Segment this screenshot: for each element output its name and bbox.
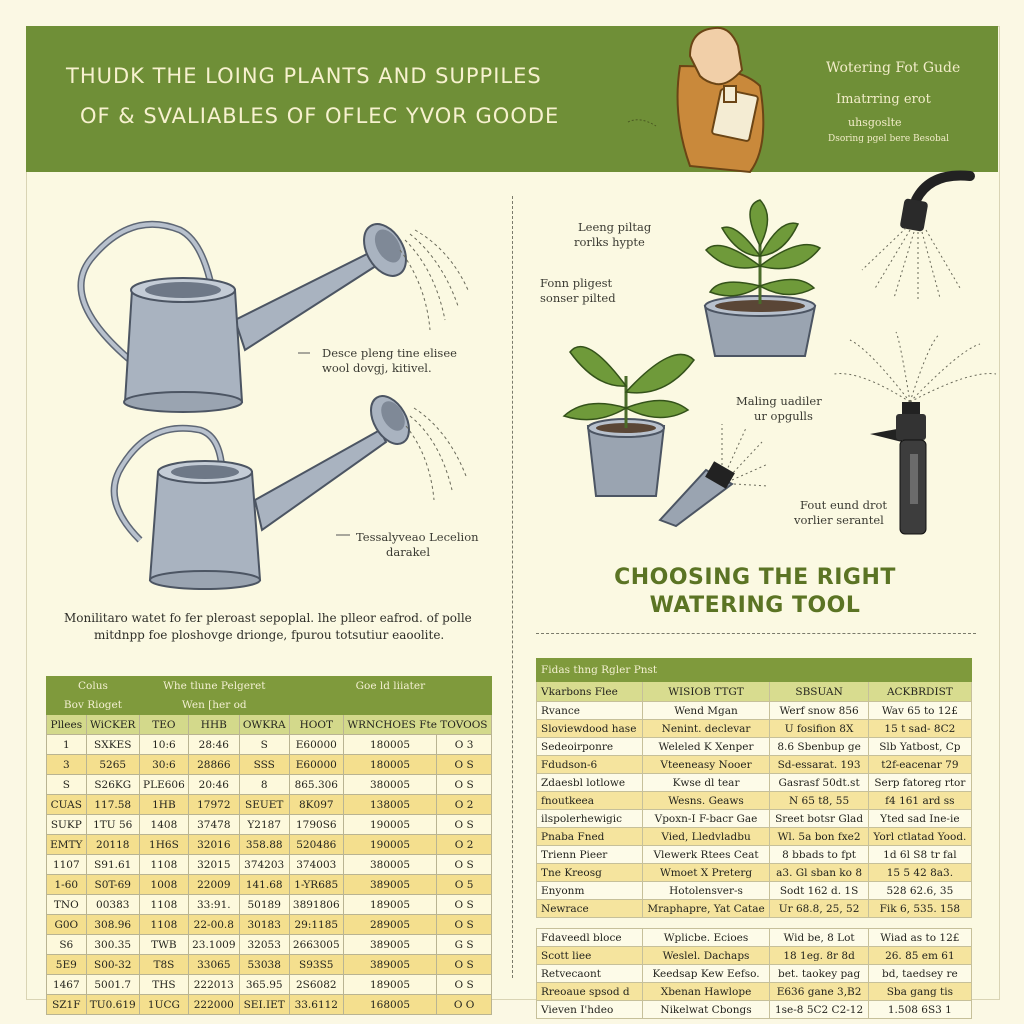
table-title: Fidas thng Rgler Pnst [537, 659, 972, 682]
table-cell: Pnaba Fned [537, 828, 643, 846]
table-cell: 30:6 [139, 755, 188, 775]
table-cell: Werf snow 856 [770, 702, 868, 720]
table-cell: fnoutkeea [537, 792, 643, 810]
column-divider [512, 196, 513, 978]
table-cell: 1.508 6S3 1 [868, 1001, 971, 1019]
table-cell: 141.68 [239, 875, 289, 895]
table-row [47, 915, 492, 935]
can-large-label-line2: wool dovgj, kitivel. [322, 361, 432, 375]
table-cell: Rvance [537, 702, 643, 720]
table-cell: Wiad as to 12£ [868, 929, 971, 947]
table-cell: a3. Gl sban ko 8 [770, 864, 868, 882]
table-cell: 26. 85 em 61 [868, 947, 971, 965]
table-cell: bd, taedsey re [868, 965, 971, 983]
table-cell: 22-00.8 [188, 915, 239, 935]
table-cell: 28866 [188, 755, 239, 775]
table-cell: S26KG [86, 775, 139, 795]
table-cell: Keedsap Kew Eefso. [642, 965, 770, 983]
table-cell: 33.6112 [289, 995, 343, 1015]
table-cell: O S [437, 815, 492, 835]
table-cell: Weleled K Xenper [642, 738, 770, 756]
table-cell: 308.96 [86, 915, 139, 935]
table-cell: Wl. 5a bon fxe2 [770, 828, 868, 846]
table-cell: 1408 [139, 815, 188, 835]
table-row [47, 835, 492, 855]
table-cell: E60000 [289, 735, 343, 755]
banner-right-sub1: Imatrring erot [836, 92, 931, 107]
banner-right-sub2: uhsgoslte [848, 116, 902, 129]
table-cell: 300.35 [86, 935, 139, 955]
table-row [47, 935, 492, 955]
table-subheader-cell [289, 696, 491, 715]
table-cell: 389005 [343, 935, 436, 955]
table-cell: 30183 [239, 915, 289, 935]
table-cell: E636 gane 3,B2 [770, 983, 868, 1001]
table-cell: 50189 [239, 895, 289, 915]
table-cell: Fik 6, 535. 158 [868, 900, 971, 918]
right-label-4-line2: vorlier serantel [794, 513, 884, 527]
can-large-label-line1: Desce pleng tine elisee [322, 346, 457, 360]
table-cell: U fosifion 8X [770, 720, 868, 738]
table-cell: 29:1185 [289, 915, 343, 935]
table-cell: 358.88 [239, 835, 289, 855]
table-cell: Y2187 [239, 815, 289, 835]
table-column-header-row [47, 715, 492, 735]
table-cell: G S [437, 935, 492, 955]
table-cell: O S [437, 755, 492, 775]
table-row [47, 855, 492, 875]
table-cell: 3 [47, 755, 87, 775]
table-cell: Newrace [537, 900, 643, 918]
section-heading-line2: WATERING TOOL [649, 593, 861, 618]
can-small-label-line1: Tessalyveao Lecelion [356, 530, 479, 544]
watering-can-small-illustration [100, 390, 500, 600]
can-small-label-line2: darakel [386, 545, 431, 559]
column-header: TEO [139, 715, 188, 735]
table-cell: S [239, 735, 289, 755]
table-row [47, 795, 492, 815]
table-row [47, 875, 492, 895]
table-cell: 289005 [343, 915, 436, 935]
column-header: OWKRA [239, 715, 289, 735]
table-cell: Wesns. Geaws [642, 792, 770, 810]
table-cell: 8.6 Sbenbup ge [770, 738, 868, 756]
table-cell: O S [437, 915, 492, 935]
table-cell: PLE606 [139, 775, 188, 795]
table-row [47, 975, 492, 995]
table-cell: Xbenan Hawlope [642, 983, 770, 1001]
table-row [47, 815, 492, 835]
table-cell: 33:91. [188, 895, 239, 915]
right-label-2 [540, 276, 616, 306]
right-label-2-line1: Fonn pligest [540, 276, 613, 290]
table-header-cell: Colus [47, 677, 140, 696]
table-cell: 1467 [47, 975, 87, 995]
table-cell: Fdaveedl bloce [537, 929, 643, 947]
table-cell: 53038 [239, 955, 289, 975]
table-cell: 17972 [188, 795, 239, 815]
right-label-4-line1: Fout eund drot [800, 498, 887, 512]
table-cell: Sloviewdood hase [537, 720, 643, 738]
table-cell: 1108 [139, 915, 188, 935]
table-header-row [47, 677, 492, 696]
table-cell: Kwse dl tear [642, 774, 770, 792]
table-cell: Wmoet X Preterg [642, 864, 770, 882]
spray-wand-illustration [650, 420, 770, 530]
table-cell: 1HB [139, 795, 188, 815]
plant-watering-table [46, 676, 492, 1015]
table-cell: 8 [239, 775, 289, 795]
table-subheader-cell: Wen [her od [139, 696, 289, 715]
table-row [47, 955, 492, 975]
table-cell: 389005 [343, 955, 436, 975]
column-header: HOOT [289, 715, 343, 735]
table-cell: 374203 [239, 855, 289, 875]
table-cell: t2f-eacenar 79 [868, 756, 971, 774]
table-cell: EMTY [47, 835, 87, 855]
table-cell: S [47, 775, 87, 795]
table-cell: 138005 [343, 795, 436, 815]
column-header: ACKBRDIST [868, 682, 971, 702]
column-header: Pllees [47, 715, 87, 735]
table-cell: 1-60 [47, 875, 87, 895]
table-cell: G0O [47, 915, 87, 935]
table-cell: 23.1009 [188, 935, 239, 955]
table-cell: 1se-8 5C2 C2-12 [770, 1001, 868, 1019]
table-row [47, 755, 492, 775]
gap-cell [537, 918, 972, 929]
table-cell: S93S5 [289, 955, 343, 975]
table-cell: 222000 [188, 995, 239, 1015]
banner-right-title: Wotering Fot Gude [826, 60, 961, 76]
table-cell: 00383 [86, 895, 139, 915]
table-row [537, 983, 972, 1001]
table-cell: S00-32 [86, 955, 139, 975]
table-column-header-row [537, 682, 972, 702]
table-cell: Sodt 162 d. 1S [770, 882, 868, 900]
table-cell: O S [437, 895, 492, 915]
watering-tool-comparison-table [536, 658, 972, 1019]
section-heading-line1: CHOOSING THE RIGHT [614, 565, 896, 590]
table-row [47, 735, 492, 755]
table-row [537, 828, 972, 846]
table-cell: 3891806 [289, 895, 343, 915]
table-cell: 1790S6 [289, 815, 343, 835]
table-cell: N 65 t8, 55 [770, 792, 868, 810]
table-row [537, 929, 972, 947]
table-cell: 22009 [188, 875, 239, 895]
table-cell: Zdaesbl lotlowe [537, 774, 643, 792]
table-row [537, 774, 972, 792]
table-row [537, 738, 972, 756]
table-row [537, 810, 972, 828]
can-small-label [356, 530, 479, 560]
table-cell: f4 161 ard ss [868, 792, 971, 810]
table-cell: Tne Kreosg [537, 864, 643, 882]
table-cell: O S [437, 955, 492, 975]
table-header-cell: Whe tlune Pelgeret [139, 677, 289, 696]
table-header-cell: Goe ld liiater [289, 677, 491, 696]
table-cell: S6 [47, 935, 87, 955]
table-cell: SZ1F [47, 995, 87, 1015]
section-divider [536, 633, 976, 634]
table-cell: Scott liee [537, 947, 643, 965]
table-cell: Wend Mgan [642, 702, 770, 720]
table-cell: Trienn Pieer [537, 846, 643, 864]
table-cell: SXKES [86, 735, 139, 755]
table-cell: 190005 [343, 815, 436, 835]
table-cell: 180005 [343, 755, 436, 775]
table-cell: SUKP [47, 815, 87, 835]
table-cell: 528 62.6, 35 [868, 882, 971, 900]
table-cell: Vteeneasy Nooer [642, 756, 770, 774]
column-header: WRNCHOES Fte TOVOOS [343, 715, 491, 735]
right-label-2-line2: sonser pilted [540, 291, 616, 305]
table-cell: Vlewerk Rtees Ceat [642, 846, 770, 864]
table-cell: 1UCG [139, 995, 188, 1015]
right-label-3 [736, 394, 822, 424]
table-cell: 32016 [188, 835, 239, 855]
banner-title-line2: OF & SVALIABLES OF OFLEC YVOR GOODE [80, 104, 560, 128]
table-cell: O 2 [437, 835, 492, 855]
table-cell: Nenint. declevar [642, 720, 770, 738]
table-row [537, 1001, 972, 1019]
table-cell: Enyonm [537, 882, 643, 900]
table-row [537, 792, 972, 810]
table-cell: 2S6082 [289, 975, 343, 995]
right-label-3-line1: Maling uadiler [736, 394, 822, 408]
right-label-1 [574, 220, 651, 250]
table-cell: 189005 [343, 975, 436, 995]
table-cell: 1d 6l S8 tr fal [868, 846, 971, 864]
table-cell: Fdudson-6 [537, 756, 643, 774]
right-label-4 [794, 498, 887, 528]
right-label-1-line1: Leeng piltag [578, 220, 652, 234]
table-cell: TU0.619 [86, 995, 139, 1015]
table-cell: SSS [239, 755, 289, 775]
table-cell: THS [139, 975, 188, 995]
table-cell: CUAS [47, 795, 87, 815]
table-cell: Slb Yatbost, Cp [868, 738, 971, 756]
table-cell: 180005 [343, 735, 436, 755]
table-group-gap [537, 918, 972, 929]
table-row [537, 965, 972, 983]
right-label-1-line2: rorlks hypte [574, 235, 645, 249]
table-cell: Yorl ctlatad Yood. [868, 828, 971, 846]
table-cell: Hotolensver-s [642, 882, 770, 900]
table-cell: Sedeoirponre [537, 738, 643, 756]
table-cell: SEI.IET [239, 995, 289, 1015]
table-cell: O 2 [437, 795, 492, 815]
table-row [47, 895, 492, 915]
table-cell: Vieven I'hdeo [537, 1001, 643, 1019]
table-cell: 189005 [343, 895, 436, 915]
table-cell: E60000 [289, 755, 343, 775]
table-cell: 1108 [139, 855, 188, 875]
table-cell: Sba gang tis [868, 983, 971, 1001]
table-cell: Wplicbe. Ecioes [642, 929, 770, 947]
table-cell: 37478 [188, 815, 239, 835]
table-cell: 117.58 [86, 795, 139, 815]
banner-title-line1: THUDK THE LOING PLANTS AND SUPPILES [66, 64, 542, 88]
table-cell: 32053 [239, 935, 289, 955]
table-cell: S0T-69 [86, 875, 139, 895]
tools-caption-line2: mitdnpp foe ploshovge drionge, fpurou totsutiur eaoolite. [94, 628, 445, 642]
table-cell: O 5 [437, 875, 492, 895]
table-cell: O S [437, 975, 492, 995]
can-large-label [322, 346, 457, 376]
table-cell: 15 5 42 8a3. [868, 864, 971, 882]
banner-right-sub3: Dsoring pgel bere Besobal [828, 134, 949, 144]
column-header: HHB [188, 715, 239, 735]
table-cell: 380005 [343, 775, 436, 795]
table-row [47, 775, 492, 795]
table-cell: 1107 [47, 855, 87, 875]
table-cell: Vied, Lledvladbu [642, 828, 770, 846]
table-cell: 168005 [343, 995, 436, 1015]
table-cell: Mraphapre, Yat Catae [642, 900, 770, 918]
table-cell: 1 [47, 735, 87, 755]
table-cell: Gasrasf 50dt.st [770, 774, 868, 792]
table-cell: 18 1eg. 8r 8d [770, 947, 868, 965]
table-subheader-cell: Bov Rioget [47, 696, 140, 715]
table-row [537, 882, 972, 900]
table-cell: 374003 [289, 855, 343, 875]
table-header-row [537, 659, 972, 682]
table-row [537, 702, 972, 720]
table-cell: T8S [139, 955, 188, 975]
table-cell: 389005 [343, 875, 436, 895]
column-header: WiCKER [86, 715, 139, 735]
table-cell: Ur 68.8, 25, 52 [770, 900, 868, 918]
table-cell: 190005 [343, 835, 436, 855]
column-header: Vkarbons Flee [537, 682, 643, 702]
tools-caption [64, 610, 472, 644]
table-cell: 8K097 [289, 795, 343, 815]
table-row [537, 900, 972, 918]
table-row [537, 756, 972, 774]
table-cell: bet. taokey pag [770, 965, 868, 983]
table-cell: Serp fatoreg rtor [868, 774, 971, 792]
table-row [47, 995, 492, 1015]
table-cell: Yted sad Ine-ie [868, 810, 971, 828]
table-row [537, 720, 972, 738]
table-cell: Sreet botsr Glad [770, 810, 868, 828]
table-cell: Wav 65 to 12£ [868, 702, 971, 720]
table-cell: 28:46 [188, 735, 239, 755]
table-cell: 20118 [86, 835, 139, 855]
table-cell: 1-YR685 [289, 875, 343, 895]
table-row [537, 864, 972, 882]
table-cell: 222013 [188, 975, 239, 995]
table-cell: 20:46 [188, 775, 239, 795]
table-cell: 5265 [86, 755, 139, 775]
table-cell: 1008 [139, 875, 188, 895]
hose-nozzle-illustration [860, 170, 1000, 310]
column-header: SBSUAN [770, 682, 868, 702]
table-cell: SEUET [239, 795, 289, 815]
table-cell: Wid be, 8 Lot [770, 929, 868, 947]
table-cell: O S [437, 855, 492, 875]
table-cell: ilspolerhewigic [537, 810, 643, 828]
table-cell: 1H6S [139, 835, 188, 855]
table-cell: 380005 [343, 855, 436, 875]
table-cell: Rreoaue spsod d [537, 983, 643, 1001]
table-cell: 2663005 [289, 935, 343, 955]
table-subheader-row [47, 696, 492, 715]
table-cell: 33065 [188, 955, 239, 975]
table-row [537, 947, 972, 965]
table-cell: 365.95 [239, 975, 289, 995]
table-cell: 5E9 [47, 955, 87, 975]
table-cell: 32015 [188, 855, 239, 875]
table-cell: 8 bbads to fpt [770, 846, 868, 864]
tools-caption-line1: Monilitaro watet fo fer pleroast sepoplal. lhe plleor eafrod. of polle [64, 611, 472, 625]
table-cell: 1TU 56 [86, 815, 139, 835]
table-cell: O 3 [437, 735, 492, 755]
table-cell: 5001.7 [86, 975, 139, 995]
table-cell: 15 t sad- 8C2 [868, 720, 971, 738]
table-row [537, 846, 972, 864]
table-cell: 520486 [289, 835, 343, 855]
hand-holding-can-illustration [620, 26, 780, 172]
table-cell: Nikelwat Cbongs [642, 1001, 770, 1019]
table-cell: TWB [139, 935, 188, 955]
right-label-3-line2: ur opgulls [754, 409, 813, 423]
table-cell: 865.306 [289, 775, 343, 795]
table-cell: TNO [47, 895, 87, 915]
table-cell: O S [437, 775, 492, 795]
table-cell: 1108 [139, 895, 188, 915]
table-cell: Retvecaont [537, 965, 643, 983]
table-cell: S91.61 [86, 855, 139, 875]
table-cell: Vpoxn-I F-bacr Gae [642, 810, 770, 828]
table-cell: 10:6 [139, 735, 188, 755]
table-cell: O O [437, 995, 492, 1015]
table-cell: Sd-essarat. 193 [770, 756, 868, 774]
column-header: WISIOB TTGT [642, 682, 770, 702]
table-cell: Weslel. Dachaps [642, 947, 770, 965]
